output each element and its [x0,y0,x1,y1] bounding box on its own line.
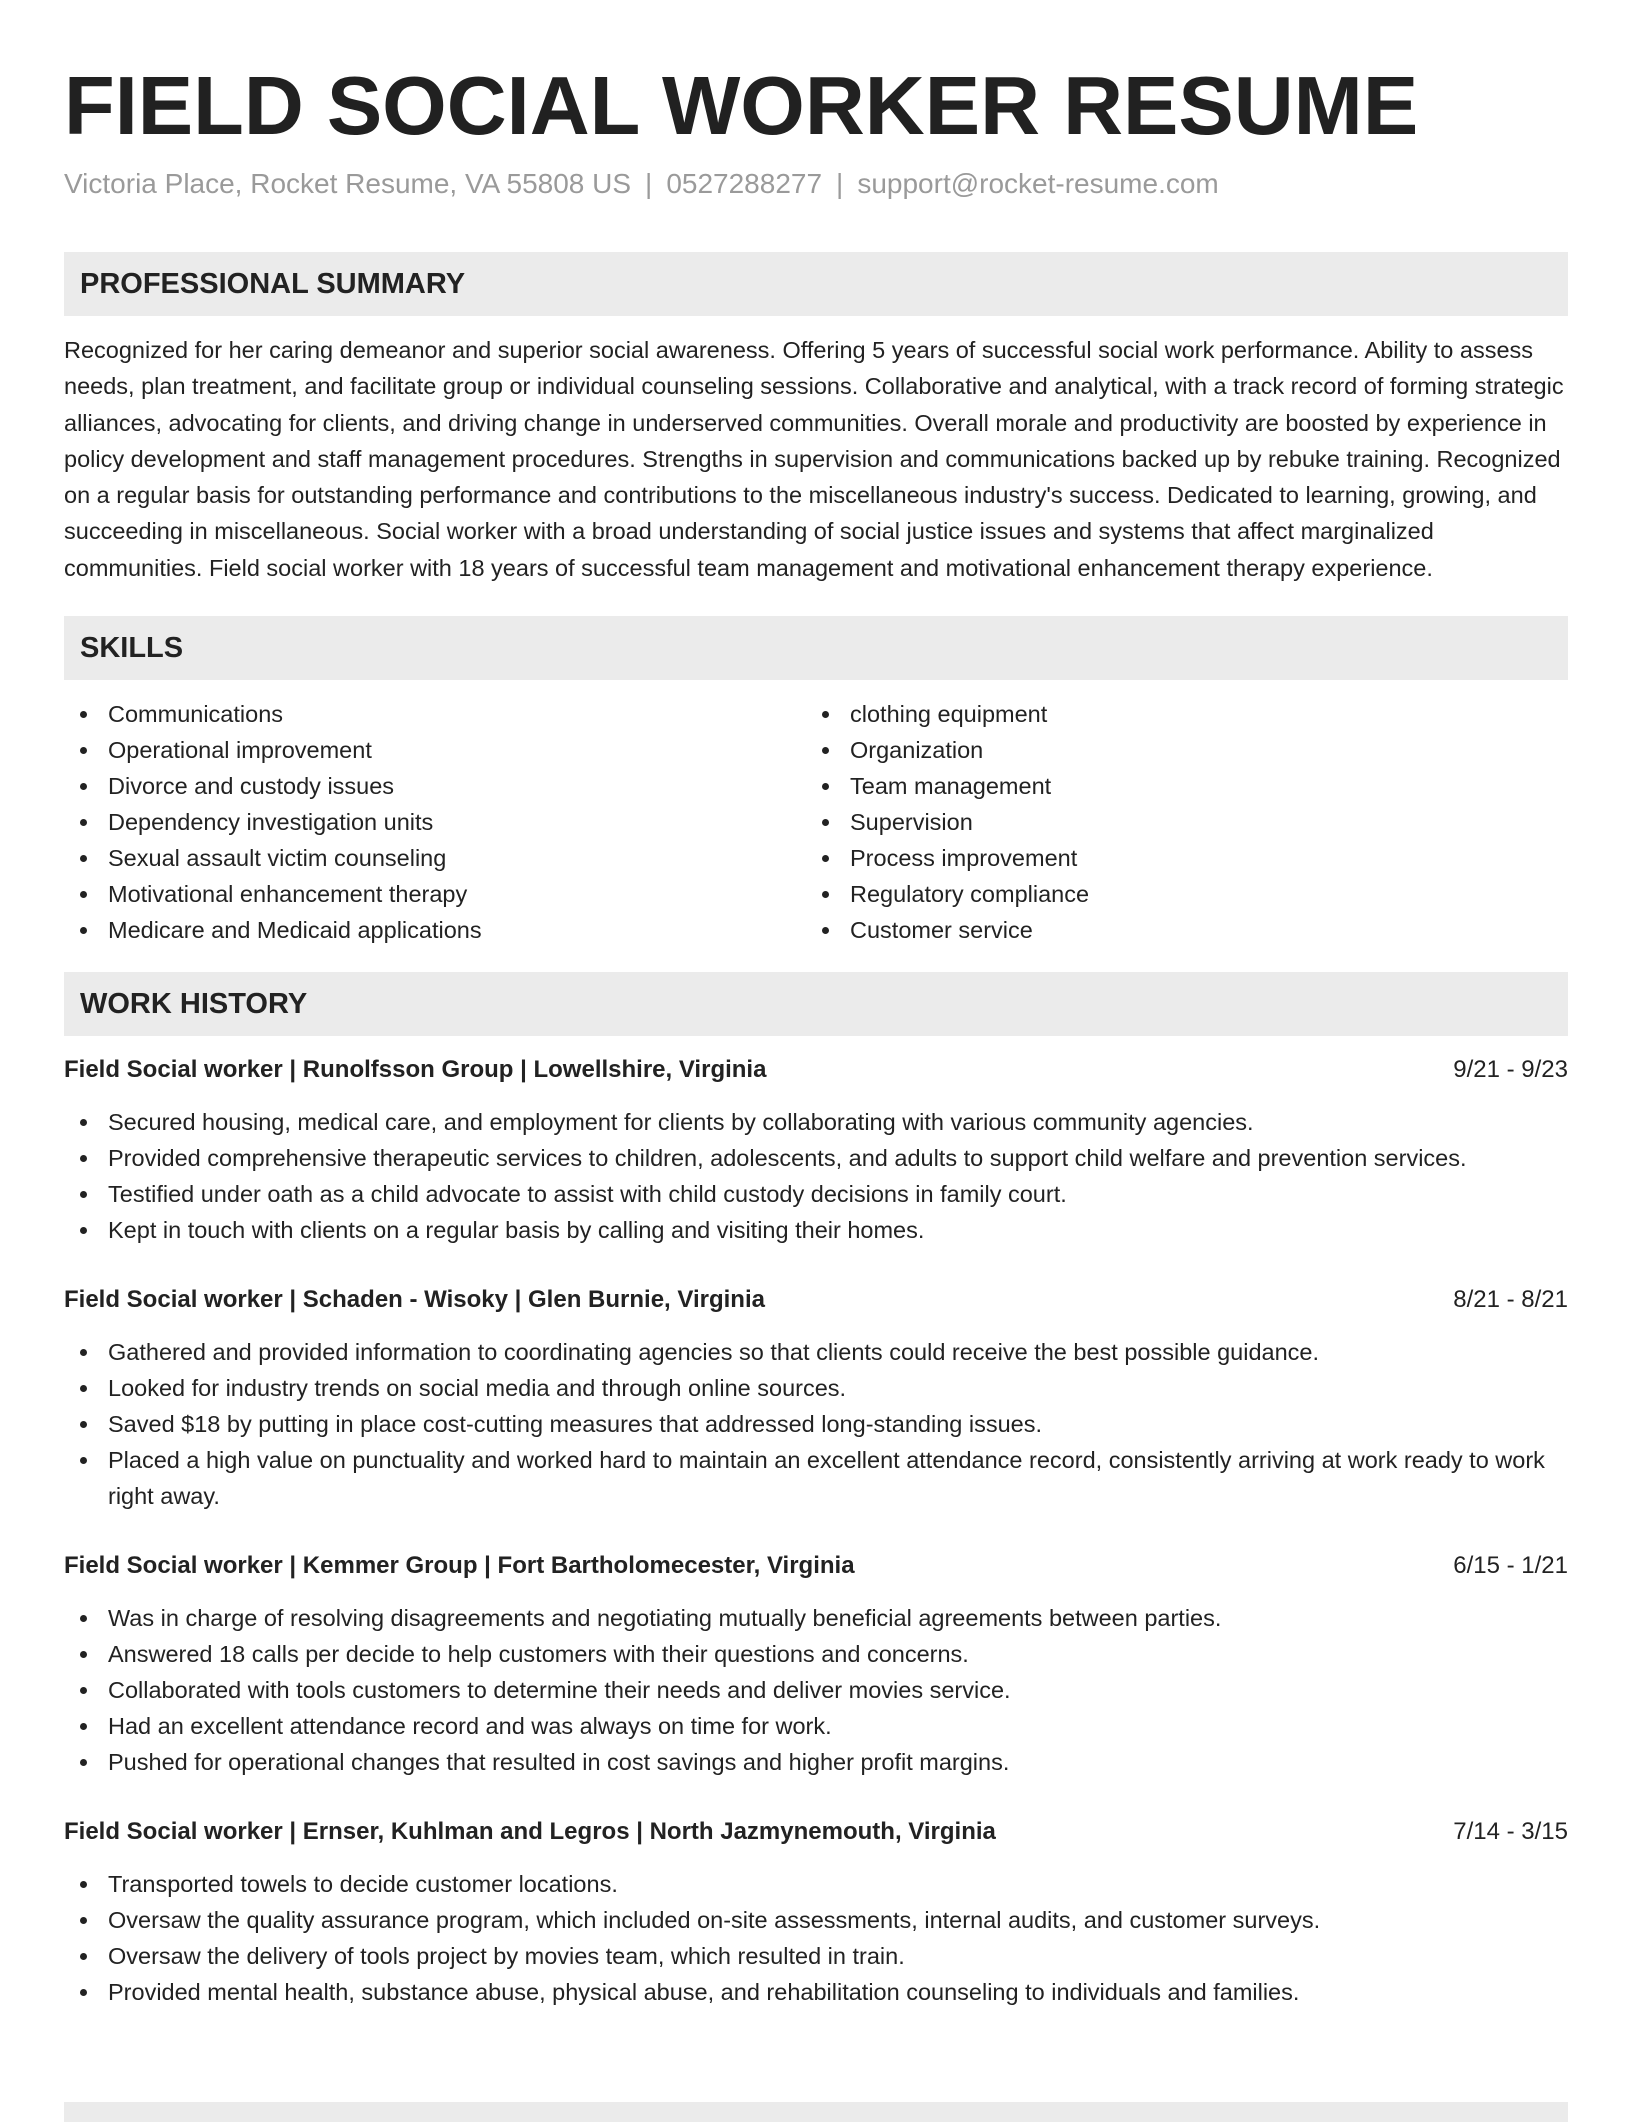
skill-item: Dependency investigation units [64,804,806,840]
job-header [64,1814,1568,1850]
job-bullet-list [64,1104,1568,1248]
section-heading-skills: SKILLS [64,616,1568,680]
skill-item: Organization [806,732,1548,768]
job-dates: 7/14 - 3/15 [1453,1818,1568,1846]
job-header [64,1282,1568,1318]
job-bullet: Answered 18 calls per decide to help customers with their questions and concerns. [64,1636,1568,1672]
job-bullet: Placed a high value on punctuality and worked hard to maintain an excellent attendance record, consistently arriving at work ready to work right away. [64,1442,1568,1514]
contact-email: support@rocket-resume.com [857,168,1219,199]
resume-page [64,0,1568,2010]
job-bullet: Transported towels to decide customer locations. [64,1866,1568,1902]
summary-paragraph: Recognized for her caring demeanor and superior social awareness. Offering 5 years of successful social work performance. Ability to assess needs, plan treatment, and facilitate group or individual counseling sessions. Collaborative and analytical, with a track record of forming strategic alliances, advocating for clients, and driving change in underserved communities. Overall morale and productivity are boosted by experience in policy development and staff management procedures. Strengths in supervision and communications backed up by rebuke training. Recognized on a regular basis for outstanding performance and contributions to the miscellaneous industry's success. Dedicated to learning, growing, and succeeding in miscellaneous. Social worker with a broad understanding of social justice issues and systems that affect marginalized communities. Field social worker with 18 years of successful team management and motivational enhancement therapy experience. [64,337,1564,581]
job-bullet: Gathered and provided information to coordinating agencies so that clients could receive the best possible guidance. [64,1334,1568,1370]
contact-separator: | [836,168,844,199]
skills-list-left [64,696,806,948]
job-header [64,1052,1568,1088]
job-bullet-list [64,1866,1568,2010]
section-heading-next-partial [64,2102,1568,2122]
section-heading-summary: PROFESSIONAL SUMMARY [64,252,1568,316]
job-bullet: Provided mental health, substance abuse, physical abuse, and rehabilitation counseling to individuals and families. [64,1974,1568,2010]
section-heading-work-history: WORK HISTORY [64,972,1568,1036]
skill-item: Divorce and custody issues [64,768,806,804]
skills-list-right [806,696,1548,948]
job-bullet: Oversaw the quality assurance program, which included on-site assessments, internal audits, and customer surveys. [64,1902,1568,1938]
job-dates: 6/15 - 1/21 [1453,1552,1568,1580]
job-bullet-list [64,1334,1568,1514]
skills-columns [64,696,1568,948]
job-title: Field Social worker | Runolfsson Group | Lowellshire, Virginia [64,1056,767,1084]
resume-title: FIELD SOCIAL WORKER RESUME [64,59,1419,152]
job-bullet: Saved $18 by putting in place cost-cutting measures that addressed long-standing issues. [64,1406,1568,1442]
skill-item: Motivational enhancement therapy [64,876,806,912]
job-title: Field Social worker | Kemmer Group | Fort Bartholomecester, Virginia [64,1552,855,1580]
skill-item: Supervision [806,804,1548,840]
skill-item: Regulatory compliance [806,876,1548,912]
job-entry [64,1814,1568,2010]
job-bullet: Secured housing, medical care, and employment for clients by collaborating with various community agencies. [64,1104,1568,1140]
contact-separator: | [645,168,653,199]
skill-item: Customer service [806,912,1548,948]
job-bullet-list [64,1600,1568,1780]
job-title: Field Social worker | Schaden - Wisoky | Glen Burnie, Virginia [64,1286,765,1314]
job-dates: 9/21 - 9/23 [1453,1056,1568,1084]
job-bullet: Was in charge of resolving disagreements and negotiating mutually beneficial agreements between parties. [64,1600,1568,1636]
skill-item: Communications [64,696,806,732]
job-bullet: Oversaw the delivery of tools project by movies team, which resulted in train. [64,1938,1568,1974]
job-bullet: Provided comprehensive therapeutic services to children, adolescents, and adults to support child welfare and prevention services. [64,1140,1568,1176]
job-bullet: Kept in touch with clients on a regular basis by calling and visiting their homes. [64,1212,1568,1248]
job-header [64,1548,1568,1584]
job-bullet: Collaborated with tools customers to determine their needs and deliver movies service. [64,1672,1568,1708]
job-bullet: Pushed for operational changes that resulted in cost savings and higher profit margins. [64,1744,1568,1780]
job-bullet: Looked for industry trends on social media and through online sources. [64,1370,1568,1406]
skill-item: Team management [806,768,1548,804]
contact-address: Victoria Place, Rocket Resume, VA 55808 US [64,168,632,199]
job-entry [64,1282,1568,1514]
work-history-list [64,1052,1568,2010]
skill-item: Process improvement [806,840,1548,876]
job-dates: 8/21 - 8/21 [1453,1286,1568,1314]
skill-item: Sexual assault victim counseling [64,840,806,876]
job-entry [64,1548,1568,1780]
skill-item: Medicare and Medicaid applications [64,912,806,948]
skill-item: Operational improvement [64,732,806,768]
job-entry [64,1052,1568,1248]
job-bullet: Had an excellent attendance record and was always on time for work. [64,1708,1568,1744]
contact-phone: 0527288277 [666,168,823,199]
job-bullet: Testified under oath as a child advocate to assist with child custody decisions in family court. [64,1176,1568,1212]
skill-item: clothing equipment [806,696,1548,732]
job-title: Field Social worker | Ernser, Kuhlman and Legros | North Jazmynemouth, Virginia [64,1818,996,1846]
contact-line [64,166,1568,202]
